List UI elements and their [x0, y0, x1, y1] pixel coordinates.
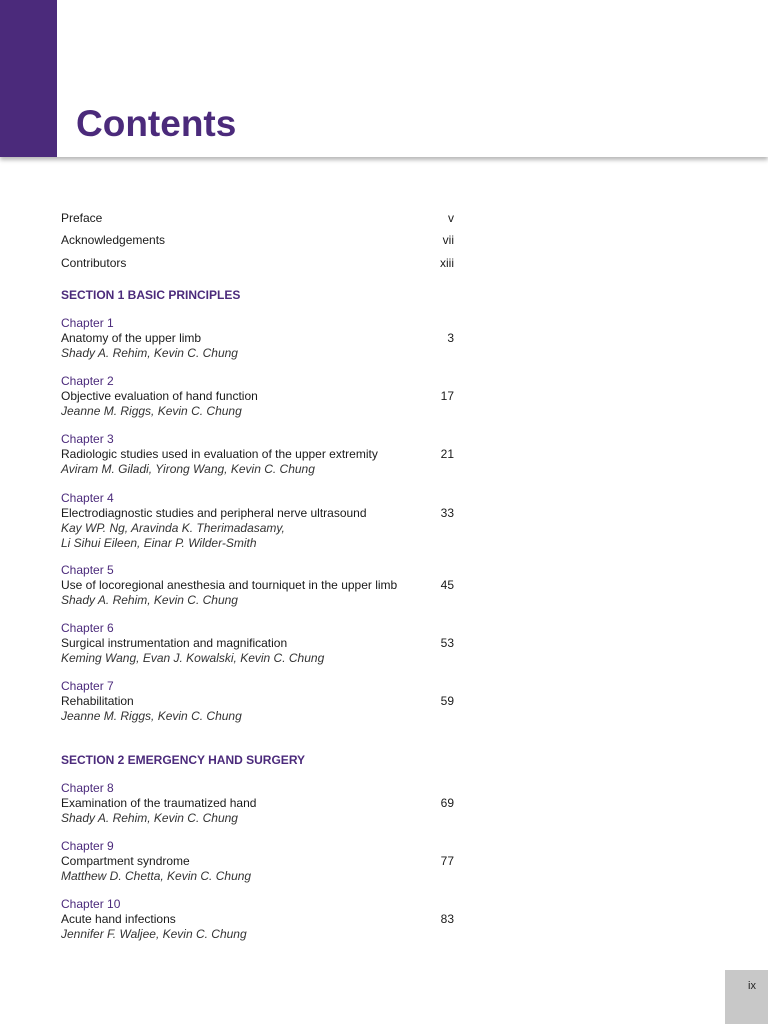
chapter-authors: Jeanne M. Riggs, Kevin C. Chung: [61, 709, 242, 723]
chapter-page: 17: [440, 389, 454, 403]
toc-chapter-3[interactable]: [61, 432, 454, 477]
chapter-page: 53: [440, 636, 454, 650]
toc-chapter-10[interactable]: [61, 897, 454, 942]
chapter-number: Chapter 7: [61, 679, 114, 693]
chapter-number: Chapter 8: [61, 781, 114, 795]
section-heading-1: SECTION 1 BASIC PRINCIPLES: [61, 288, 241, 302]
chapter-authors: Shady A. Rehim, Kevin C. Chung: [61, 346, 238, 360]
chapter-title: Anatomy of the upper limb: [61, 331, 202, 345]
chapter-page: 33: [440, 506, 454, 520]
accent-tab: [0, 0, 57, 157]
chapter-authors: Keming Wang, Evan J. Kowalski, Kevin C. Chung: [61, 651, 325, 665]
chapter-authors: Shady A. Rehim, Kevin C. Chung: [61, 593, 238, 607]
chapter-authors: Matthew D. Chetta, Kevin C. Chung: [61, 869, 252, 883]
chapter-authors: Kay WP. Ng, Aravinda K. Therimadasamy,: [61, 521, 285, 535]
chapter-title: Radiologic studies used in evaluation of the upper extremity: [61, 447, 378, 461]
page-number-tab: [725, 970, 768, 1024]
toc-entry-preface[interactable]: [61, 209, 454, 227]
chapter-title: Examination of the traumatized hand: [61, 796, 257, 810]
page-number: ix: [748, 980, 756, 992]
chapter-page: 45: [440, 578, 454, 592]
toc-entry-page: vii: [442, 233, 454, 247]
chapter-number: Chapter 3: [61, 432, 114, 446]
chapter-number: Chapter 9: [61, 839, 114, 853]
chapter-title: Objective evaluation of hand function: [61, 389, 258, 403]
chapter-title: Rehabilitation: [61, 694, 134, 708]
header-band: [0, 0, 768, 157]
section-heading-2: SECTION 2 EMERGENCY HAND SURGERY: [61, 753, 306, 767]
toc-entry-page: v: [448, 211, 454, 225]
toc-chapter-1[interactable]: [61, 316, 454, 361]
chapter-page: 77: [440, 854, 454, 868]
toc-chapter-5[interactable]: [61, 563, 454, 608]
chapter-authors: Jeanne M. Riggs, Kevin C. Chung: [61, 404, 242, 418]
chapter-title: Acute hand infections: [61, 912, 176, 926]
chapter-authors: Jennifer F. Waljee, Kevin C. Chung: [61, 927, 247, 941]
chapter-page: 69: [440, 796, 454, 810]
toc-chapter-4[interactable]: [61, 491, 454, 551]
chapter-page: 83: [440, 912, 454, 926]
page-title: Contents: [76, 103, 237, 144]
toc-chapter-7[interactable]: [61, 679, 454, 724]
toc-entry-label: Preface: [61, 211, 103, 225]
chapter-number: Chapter 4: [61, 491, 114, 505]
chapter-title: Compartment syndrome: [61, 854, 190, 868]
toc-chapter-6[interactable]: [61, 621, 454, 666]
toc-entry-contributors[interactable]: [61, 254, 454, 272]
chapter-number: Chapter 2: [61, 374, 114, 388]
chapter-title: Surgical instrumentation and magnification: [61, 636, 288, 650]
chapter-page: 59: [440, 694, 454, 708]
chapter-number: Chapter 1: [61, 316, 114, 330]
chapter-number: Chapter 5: [61, 563, 114, 577]
toc-chapter-8[interactable]: [61, 781, 454, 826]
chapter-page: 21: [440, 447, 454, 461]
chapter-authors: Shady A. Rehim, Kevin C. Chung: [61, 811, 238, 825]
chapter-title: Electrodiagnostic studies and peripheral nerve ultrasound: [61, 506, 367, 520]
toc-chapter-9[interactable]: [61, 839, 454, 884]
chapter-authors: Aviram M. Giladi, Yirong Wang, Kevin C. Chung: [61, 462, 315, 476]
toc-entry-label: Contributors: [61, 256, 127, 270]
chapter-title: Use of locoregional anesthesia and tourniquet in the upper limb: [61, 578, 398, 592]
toc-entry-page: xiii: [440, 256, 454, 270]
toc-entry-label: Acknowledgements: [61, 233, 166, 247]
chapter-authors: Li Sihui Eileen, Einar P. Wilder-Smith: [61, 536, 257, 550]
toc-chapter-2[interactable]: [61, 374, 454, 419]
toc-entry-acknowledgements[interactable]: [61, 231, 454, 249]
chapter-number: Chapter 6: [61, 621, 114, 635]
chapter-page: 3: [447, 331, 454, 345]
chapter-number: Chapter 10: [61, 897, 121, 911]
